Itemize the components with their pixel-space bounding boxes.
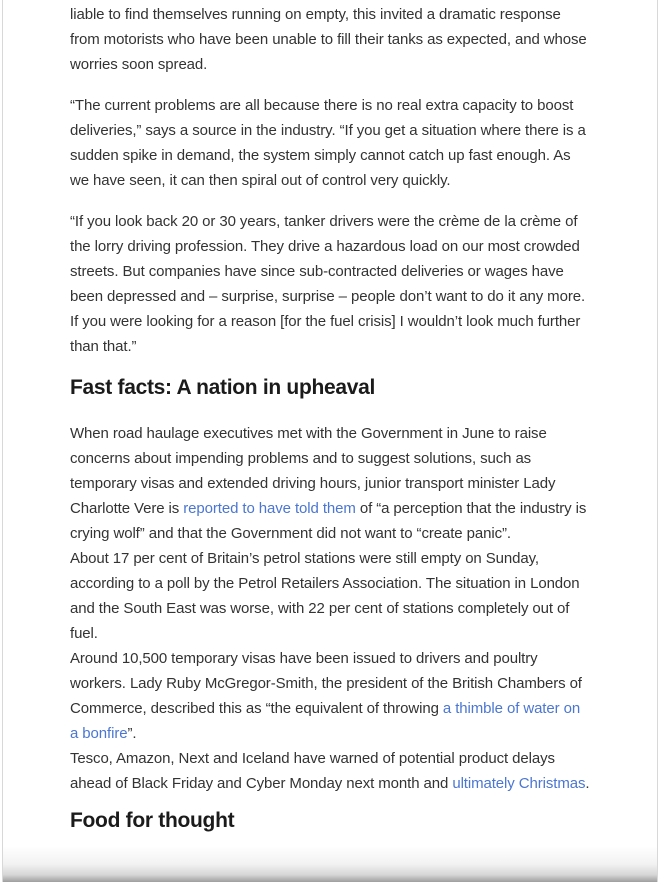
- paragraph-text: “If you look back 20 or 30 years, tanker drivers were the crème de la crème of the lorry driving profession. They drive a hazardous load on our most crowded streets. But companies have since sub-contracted deliveries or wages have been depressed and – surprise, surprise – people don’t want to do it any more. If you were looking for a reason [for the fuel crisis] I wouldn’t look much further than that.”: [70, 213, 586, 355]
- article-paragraph: [70, 646, 590, 746]
- inline-link[interactable]: ultimately Christmas: [452, 775, 586, 792]
- article-content: [3, 0, 657, 834]
- bottom-fade-overlay: [2, 846, 658, 882]
- paragraph-text: Tesco, Amazon, Next and Iceland have warned of potential product delays ahead of Black Friday and Cyber Monday next month and: [70, 750, 555, 792]
- paragraph-text: “The current problems are all because there is no real extra capacity to boost deliveries,” says a source in the industry. “If you get a situation where there is a sudden spike in demand, the system simply cannot catch up fast enough. As we have seen, it can then spiral out of control very quickly.: [70, 97, 586, 189]
- section-heading-food-for-thought: Food for thought: [70, 809, 235, 832]
- inline-link[interactable]: a thimble of water on a bonfire: [70, 700, 581, 742]
- paragraph-text: liable to find themselves running on empty, this invited a dramatic response from motorists who have been unable to fill their tanks as expected, and whose worries soon spread.: [70, 6, 587, 73]
- paragraph-text: .: [585, 775, 590, 792]
- paragraph-text: of “a perception that the industry is crying wolf” and that the Government did not want to “create panic”.: [70, 500, 587, 542]
- section-heading-fast-facts: Fast facts: A nation in upheaval: [70, 376, 376, 399]
- inline-link[interactable]: reported to have told them: [183, 500, 356, 517]
- paragraph-text: About 17 per cent of Britain’s petrol stations were still empty on Sunday, according to a poll by the Petrol Retailers Association. The situation in London and the South East was worse, with 22 per cent of stations completely out of fuel.: [70, 550, 580, 642]
- article-page: [2, 0, 658, 882]
- paragraph-text: When road haulage executives met with the Government in June to raise concerns about impending problems and to suggest solutions, such as temporary visas and extended driving hours, junior transport minister Lady Charlotte Vere is: [70, 425, 556, 517]
- paragraph-text: Around 10,500 temporary visas have been issued to drivers and poultry workers. Lady Ruby McGregor-Smith, the president of the British Chambers of Commerce, described this as “the equivalent of throwing: [70, 650, 582, 717]
- article-paragraph: [70, 746, 590, 796]
- intro-paragraphs: [70, 2, 590, 359]
- article-paragraph: [70, 2, 590, 77]
- article-paragraph: [70, 93, 590, 193]
- fast-facts-paragraphs: [70, 421, 590, 796]
- article-paragraph: [70, 421, 590, 546]
- article-paragraph: [70, 209, 590, 359]
- paragraph-text: ”.: [127, 725, 137, 742]
- article-paragraph: [70, 546, 590, 646]
